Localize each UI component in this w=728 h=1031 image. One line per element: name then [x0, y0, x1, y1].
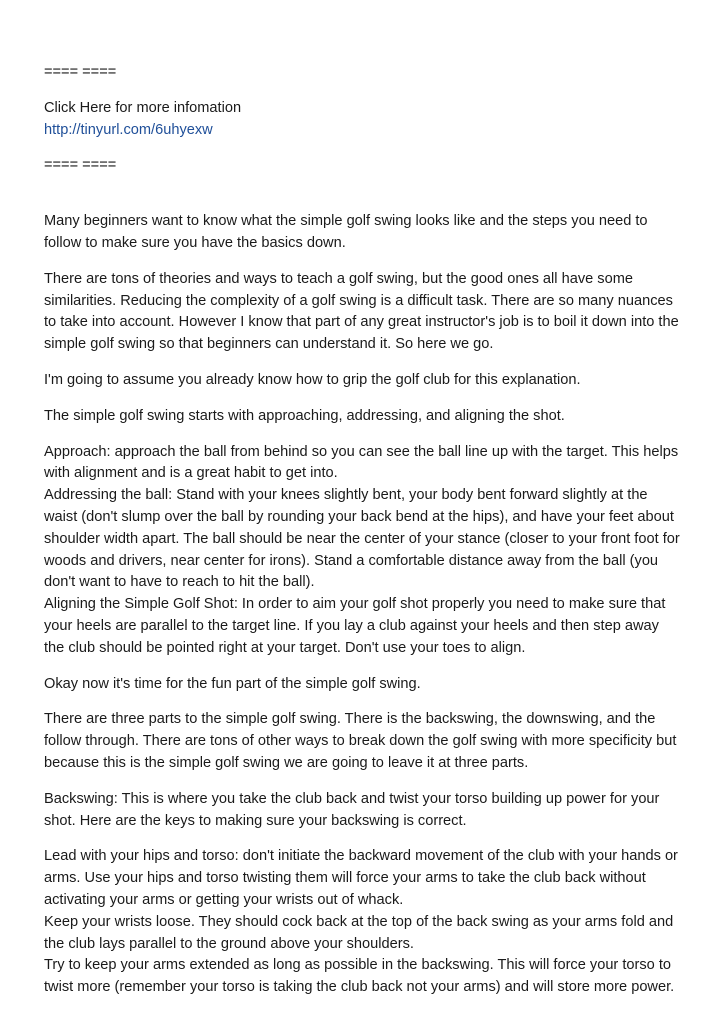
text-line: woods and drivers, near center for irons). Stand a comfortable distance away from the ball (you	[44, 552, 659, 569]
text-line: Backswing: This is where you take the club back and twist your torso building up power for your	[44, 790, 660, 807]
paragraph	[44, 211, 694, 255]
text-line: Keep your wrists loose. They should cock back at the top of the back swing as your arms fold and	[44, 913, 674, 930]
paragraph	[44, 370, 694, 392]
text-line: I'm going to assume you already know how to grip the golf club for this explanation.	[44, 371, 581, 388]
cta-text: Click Here for more infomation	[44, 99, 242, 116]
text-line: There are tons of theories and ways to teach a golf swing, but the good ones all have some	[44, 270, 633, 287]
text-line: Aligning the Simple Golf Shot: In order to aim your golf shot properly you need to make sure that	[44, 596, 666, 613]
text-line: activating your arms or getting your wrists out of whack.	[44, 891, 404, 908]
paragraph	[44, 269, 694, 356]
text-line: follow to make sure you have the basics down.	[44, 234, 346, 251]
text-line: Lead with your hips and torso: don't initiate the backward movement of the club with your hands or	[44, 848, 678, 865]
text-line: Addressing the ball: Stand with your knees slightly bent, your body bent forward slightly at the	[44, 487, 648, 504]
text-line: similarities. Reducing the complexity of a golf swing is a difficult task. There are so many nuances	[44, 292, 673, 309]
text-line: There are three parts to the simple golf swing. There is the backswing, the downswing, and the	[44, 711, 656, 728]
text-line: Approach: approach the ball from behind so you can see the ball line up with the target. This helps	[44, 443, 679, 460]
text-line: your heels are parallel to the target line. If you lay a club against your heels and then step away	[44, 617, 659, 634]
text-line: arms. Use your hips and torso twisting them will force your arms to take the club back without	[44, 870, 646, 887]
separator-top: ==== ====	[44, 64, 117, 80]
text-line: the club should be pointed right at your target. Don't use your toes to align.	[44, 639, 526, 656]
text-line: Try to keep your arms extended as long as possible in the backswing. This will force your torso to	[44, 957, 672, 974]
text-line: to take into account. However I know that part of any great instructor's job is to boil it down into the	[44, 314, 679, 331]
text-line: Okay now it's time for the fun part of the simple golf swing.	[44, 675, 421, 692]
text-line: twist more (remember your torso is taking the club back not your arms) and will store more power.	[44, 979, 675, 996]
cta-link[interactable]: http://tinyurl.com/6uhyexw	[44, 121, 213, 138]
paragraph	[44, 406, 694, 428]
separator-bottom: ==== ====	[44, 157, 117, 174]
paragraph	[44, 709, 694, 774]
paragraph	[44, 846, 694, 999]
article-body	[44, 211, 694, 999]
paragraph	[44, 442, 694, 660]
document-page	[44, 62, 694, 1013]
spacer	[44, 141, 694, 155]
text-line: follow through. There are tons of other ways to break down the golf swing with more specificity but	[44, 733, 677, 750]
text-line: The simple golf swing starts with approaching, addressing, and aligning the shot.	[44, 407, 565, 424]
text-line: shot. Here are the keys to making sure your backswing is correct.	[44, 812, 467, 829]
text-line: because this is the simple golf swing we are going to leave it at three parts.	[44, 754, 529, 771]
spacer	[44, 177, 694, 211]
text-line: waist (don't slump over the ball by rounding your back bend at the hips), and have your feet about	[44, 508, 674, 525]
text-line: Many beginners want to know what the simple golf swing looks like and the steps you need to	[44, 213, 648, 230]
text-line: don't want to have to reach to hit the ball).	[44, 574, 315, 591]
text-line: simple golf swing so that beginners can understand it. So here we go.	[44, 336, 494, 353]
text-line: with alignment and is a great habit to get into.	[44, 465, 338, 482]
text-line: the club lays parallel to the ground above your shoulders.	[44, 935, 414, 952]
paragraph	[44, 674, 694, 696]
text-line: shoulder width apart. The ball should be near the center of your stance (closer to your front foot for	[44, 530, 680, 547]
paragraph	[44, 789, 694, 833]
spacer	[44, 84, 694, 98]
